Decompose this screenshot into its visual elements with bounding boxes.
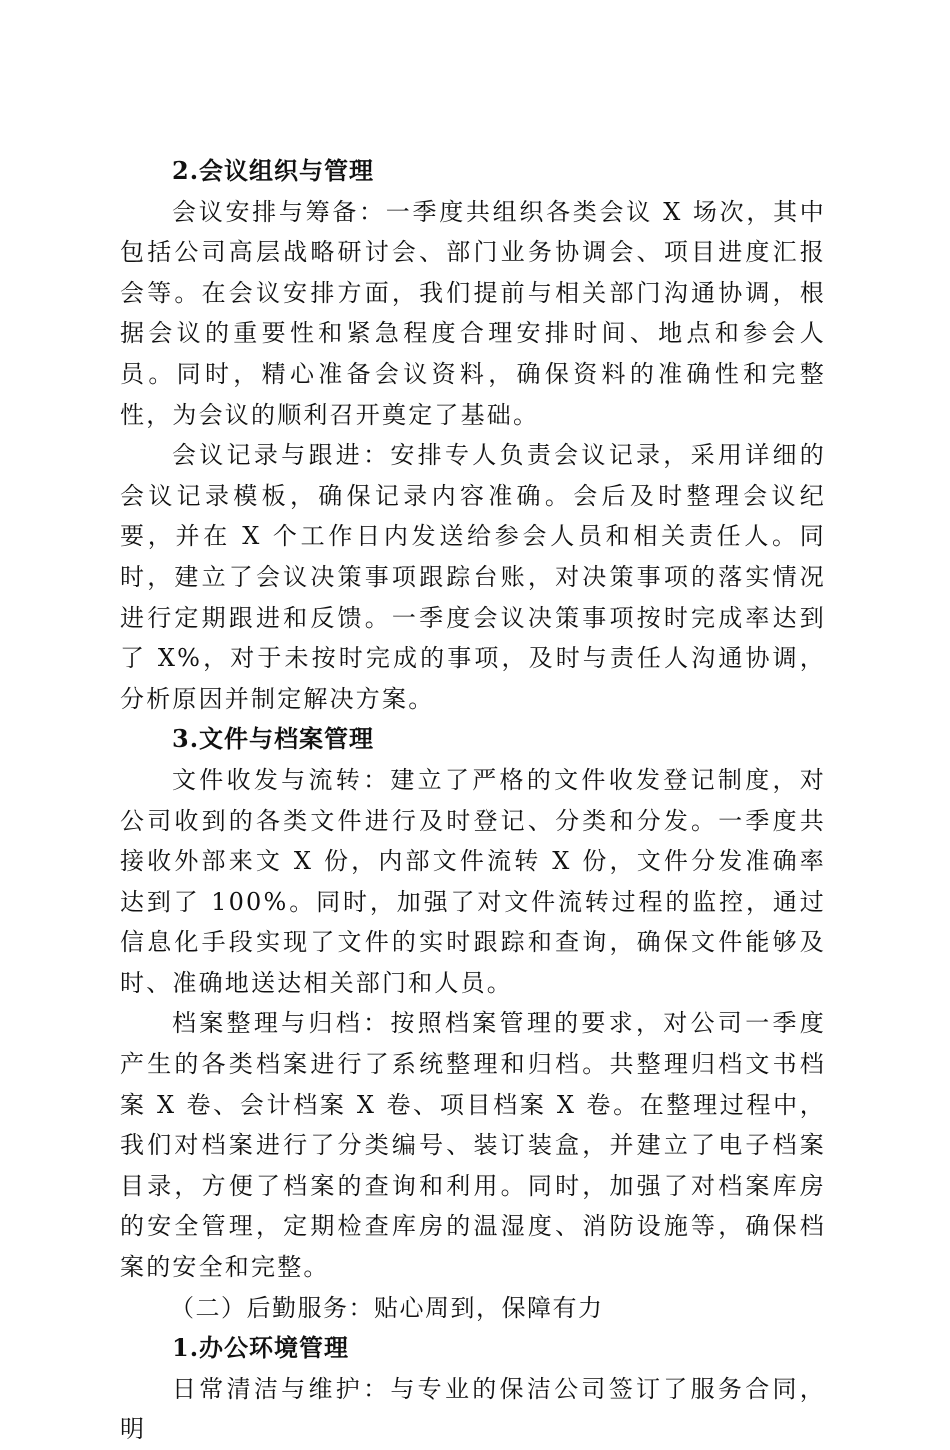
heading-file-archive-management: 3.文件与档案管理 — [172, 724, 375, 754]
heading-office-environment: 1.办公环境管理 — [172, 1333, 350, 1363]
section-logistics-services: （二）后勤服务：贴心周到，保障有力 — [170, 1293, 604, 1322]
paragraph-file-circulation: 文件收发与流转：建立了严格的文件收发登记制度，对公司收到的各类文件进行及时登记、分类和分发。一季度共接收外部来文 X 份，内部文件流转 X 份，文件分发准确率达到了 100%。同时，加强了对文件流转过程的监控，通过信息化手段实现了文件的实时跟踪和查询，确保文件能够及时、准确地送达相关部门和人员。 — [120, 765, 826, 997]
paragraph-meeting-arrangement: 会议安排与筹备：一季度共组织各类会议 X 场次，其中包括公司高层战略研讨会、部门业务协调会、项目进度汇报会等。在会议安排方面，我们提前与相关部门沟通协调，根据会议的重要性和紧急程度合理安排时间、地点和参会人员。同时，精心准备会议资料，确保资料的准确性和完整性，为会议的顺利召开奠定了基础。 — [120, 197, 826, 429]
paragraph-archive-filing: 档案整理与归档：按照档案管理的要求，对公司一季度产生的各类档案进行了系统整理和归档。共整理归档文书档案 X 卷、会计档案 X 卷、项目档案 X 卷。在整理过程中，我们对档案进行了分类编号、装订装盒，并建立了电子档案目录，方便了档案的查询和利用。同时，加强了对档案库房的安全管理，定期检查库房的温湿度、消防设施等，确保档案的安全和完整。 — [120, 1009, 826, 1282]
heading-meeting-organization: 2.会议组织与管理 — [172, 156, 375, 185]
paragraph-daily-cleaning: 日常清洁与维护：与专业的保洁公司签订了服务合同，明 — [120, 1374, 826, 1444]
document-body — [120, 151, 826, 1450]
paragraph-meeting-records: 会议记录与跟进：安排专人负责会议记录，采用详细的会议记录模板，确保记录内容准确。会后及时整理会议纪要，并在 X 个工作日内发送给参会人员和相关责任人。同时，建立了会议决策事项跟踪台账，对决策事项的落实情况进行定期跟进和反馈。一季度会议决策事项按时完成率达到了 X%，对于未按时完成的事项，及时与责任人沟通协调，分析原因并制定解决方案。 — [120, 441, 826, 713]
